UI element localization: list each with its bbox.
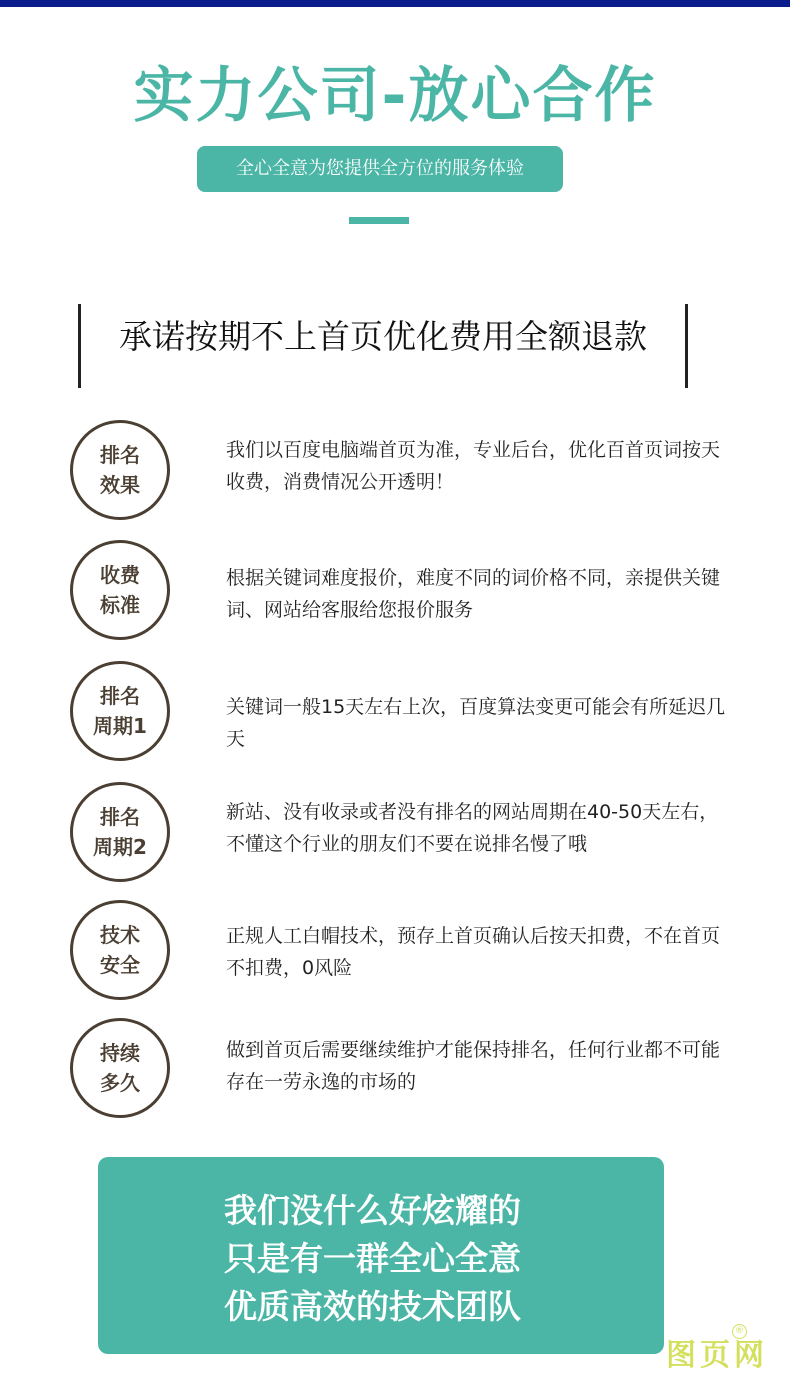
feature-ranking-cycle-2: [0, 782, 790, 892]
feature-description: 新站、没有收录或者没有排名的网站周期在40-50天左右，不懂这个行业的朋友们不要在说排名慢了哦: [226, 801, 719, 855]
feature-description: 正规人工白帽技术，预存上首页确认后按天扣费，不在首页不扣费，0风险: [226, 925, 721, 979]
feature-description: 我们以百度电脑端首页为准，专业后台，优化百首页词按天收费，消费情况公开透明！: [226, 439, 721, 493]
slogan-line: 我们没什么好炫耀的: [224, 1191, 521, 1230]
feature-badge: 排名 周期1: [70, 661, 170, 761]
feature-badge: 收费 标准: [70, 540, 170, 640]
feature-description: 根据关键词难度报价，难度不同的词价格不同，亲提供关键词、网站给客服给您报价服务: [226, 567, 721, 621]
feature-badge: 排名 周期2: [70, 782, 170, 882]
subtitle-badge: 全心全意为您提供全方位的服务体验: [197, 146, 563, 192]
slogan-banner: [98, 1157, 664, 1354]
feature-tech-security: [0, 900, 790, 1010]
slogan-line: 优质高效的技术团队: [224, 1287, 521, 1326]
page-title: 实力公司-放心合作: [133, 61, 657, 131]
title-divider: [349, 217, 409, 224]
feature-badge: 持续 多久: [70, 1018, 170, 1118]
feature-pricing: [0, 540, 790, 650]
feature-badge: 技术 安全: [70, 900, 170, 1000]
watermark-logo: [666, 1326, 776, 1376]
promise-banner: 承诺按期不上首页优化费用全额退款: [78, 304, 688, 388]
feature-duration: [0, 1018, 790, 1128]
feature-ranking-effect: [0, 420, 790, 530]
feature-badge: 排名 效果: [70, 420, 170, 520]
feature-ranking-cycle-1: [0, 661, 790, 771]
watermark-text: 图页网: [666, 1338, 768, 1373]
slogan-line: 只是有一群全心全意: [224, 1239, 521, 1278]
registered-mark-icon: ®: [732, 1324, 747, 1339]
feature-description: 关键词一般15天左右上次，百度算法变更可能会有所延迟几天: [226, 696, 726, 750]
top-accent-bar: [0, 0, 790, 7]
feature-description: 做到首页后需要继续维护才能保持排名，任何行业都不可能存在一劳永逸的市场的: [226, 1039, 721, 1093]
